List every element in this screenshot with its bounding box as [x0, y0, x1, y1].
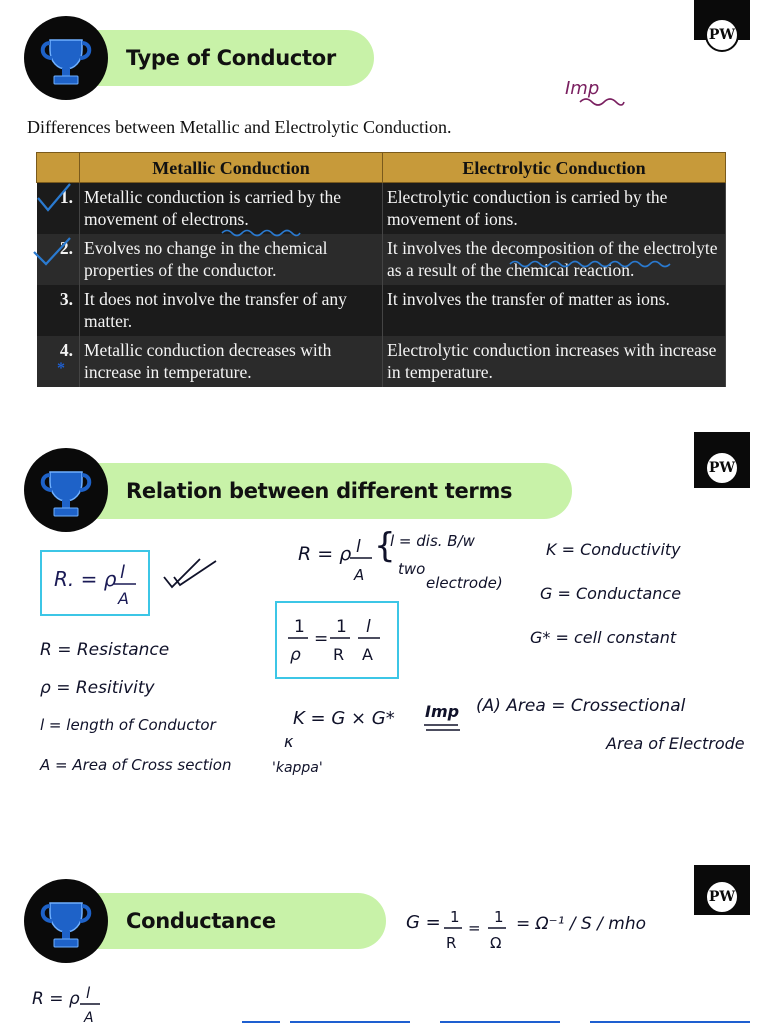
trophy-badge — [24, 448, 108, 532]
svg-text:=: = — [314, 629, 329, 649]
svg-text:A: A — [362, 645, 373, 664]
checkmark-1-icon — [34, 180, 74, 214]
svg-text:1: 1 — [336, 617, 347, 637]
svg-text:l: l — [356, 537, 361, 557]
handwritten-imp-note: Imp — [565, 78, 600, 99]
cut-off-note-line — [240, 1014, 760, 1024]
double-check-icon — [160, 555, 220, 591]
squiggle-underline — [578, 96, 626, 108]
legend-length: l = length of Conductor — [40, 716, 216, 734]
formula-resistance-3 — [30, 980, 110, 1024]
definition-cell-constant: G* = cell constant — [530, 628, 677, 647]
svg-text:R. = ρ: R. = ρ — [54, 567, 117, 591]
section-header-conductance — [64, 893, 386, 949]
table-row — [37, 285, 726, 336]
cell-metallic: Metallic conduction is carried by the movement of electrons. — [80, 183, 383, 235]
pw-logo — [705, 18, 739, 52]
svg-text:A: A — [84, 1010, 94, 1024]
svg-text:A: A — [118, 589, 129, 608]
svg-text:l: l — [120, 562, 126, 583]
trophy-badge — [24, 16, 108, 100]
section-title: Type of Conductor — [126, 46, 336, 70]
bracket-electrode: electrode) — [426, 574, 503, 592]
checkmark-2-icon — [30, 234, 74, 268]
section-title: Conductance — [126, 909, 276, 933]
kappa-symbol: κ — [284, 732, 294, 751]
table-header-metallic: Metallic Conduction — [80, 153, 383, 183]
trophy-icon — [24, 16, 108, 100]
area-note-line1: (A) Area = Crossectional — [476, 696, 686, 716]
legend-resistance: R = Resistance — [40, 640, 170, 660]
formula-k: K = G × G* — [293, 708, 395, 729]
table-header-num — [37, 153, 80, 183]
pw-logo-text: PW — [708, 27, 736, 43]
star-mark-icon: * — [57, 360, 65, 377]
svg-text:R: R — [333, 645, 345, 664]
cell-electrolytic: It involves the transfer of matter as ions. — [383, 285, 726, 336]
bracket-two: two — [398, 560, 426, 578]
cell-electrolytic: It involves the decomposition of the electrolyte as a result of the chemical reaction. — [383, 234, 726, 285]
svg-text:1: 1 — [494, 908, 504, 926]
bracket-l-definition: l = dis. B/w — [390, 532, 475, 550]
pw-logo-text: PW — [708, 889, 736, 905]
section-header-relation — [64, 463, 572, 519]
table-header-electrolytic: Electrolytic Conduction — [383, 153, 726, 183]
svg-text:R: R — [446, 934, 457, 952]
definition-conductivity: K = Conductivity — [546, 540, 681, 559]
cell-metallic: Evolves no change in the chemical properties of the conductor. — [80, 234, 383, 285]
formula-resistance-2 — [296, 528, 378, 588]
table-header-row — [37, 153, 726, 183]
legend-resistivity: ρ = Resitivity — [40, 678, 155, 698]
trophy-icon — [24, 879, 108, 963]
svg-text:1: 1 — [294, 617, 305, 637]
pw-logo — [705, 451, 739, 485]
definition-conductance: G = Conductance — [540, 584, 682, 603]
section-title: Relation between different terms — [126, 479, 513, 503]
svg-text:l: l — [86, 984, 91, 1002]
imp-note: Imp — [425, 702, 460, 721]
formula-resistance — [50, 556, 146, 612]
row-number: 3. — [37, 285, 80, 336]
cell-metallic: Metallic conduction decreases with increase in temperature. — [80, 336, 383, 387]
svg-text:1: 1 — [450, 908, 460, 926]
svg-text:l: l — [366, 617, 371, 637]
table-row — [37, 183, 726, 235]
svg-text:ρ: ρ — [290, 645, 301, 665]
pw-logo-text: PW — [708, 460, 736, 476]
area-note-line2: Area of Electrode — [606, 734, 745, 753]
row-number: 2. — [37, 234, 80, 285]
imp-underline — [422, 722, 462, 734]
trophy-icon — [24, 448, 108, 532]
kappa-label: 'kappa' — [272, 760, 323, 776]
wavy-underline-electrons — [220, 228, 302, 238]
conductance-fractions — [440, 902, 516, 956]
cell-metallic: It does not involve the transfer of any matter. — [80, 285, 383, 336]
pw-logo — [705, 880, 739, 914]
formula-conductivity — [280, 606, 396, 674]
svg-text:R = ρ: R = ρ — [298, 543, 352, 565]
svg-text:=: = — [468, 919, 481, 937]
intro-text: Differences between Metallic and Electrolytic Conduction. — [27, 117, 452, 137]
table-row — [37, 336, 726, 387]
row-number: 4. — [37, 336, 80, 387]
curly-brace: { — [374, 526, 396, 566]
svg-text:A: A — [354, 566, 365, 584]
conductance-units: = Ω⁻¹ / S / mho — [516, 914, 647, 934]
wavy-underline-decomposition — [508, 259, 674, 269]
cell-electrolytic: Electrolytic conduction increases with increase in temperature. — [383, 336, 726, 387]
svg-text:R = ρ: R = ρ — [32, 989, 80, 1009]
legend-area: A = Area of Cross section — [40, 756, 232, 774]
svg-text:Ω: Ω — [490, 934, 502, 952]
comparison-table — [36, 152, 726, 387]
trophy-badge — [24, 879, 108, 963]
cell-electrolytic: Electrolytic conduction is carried by the movement of ions. — [383, 183, 726, 235]
conductance-prefix: G = — [406, 912, 441, 933]
row-number: 1. — [37, 183, 80, 235]
